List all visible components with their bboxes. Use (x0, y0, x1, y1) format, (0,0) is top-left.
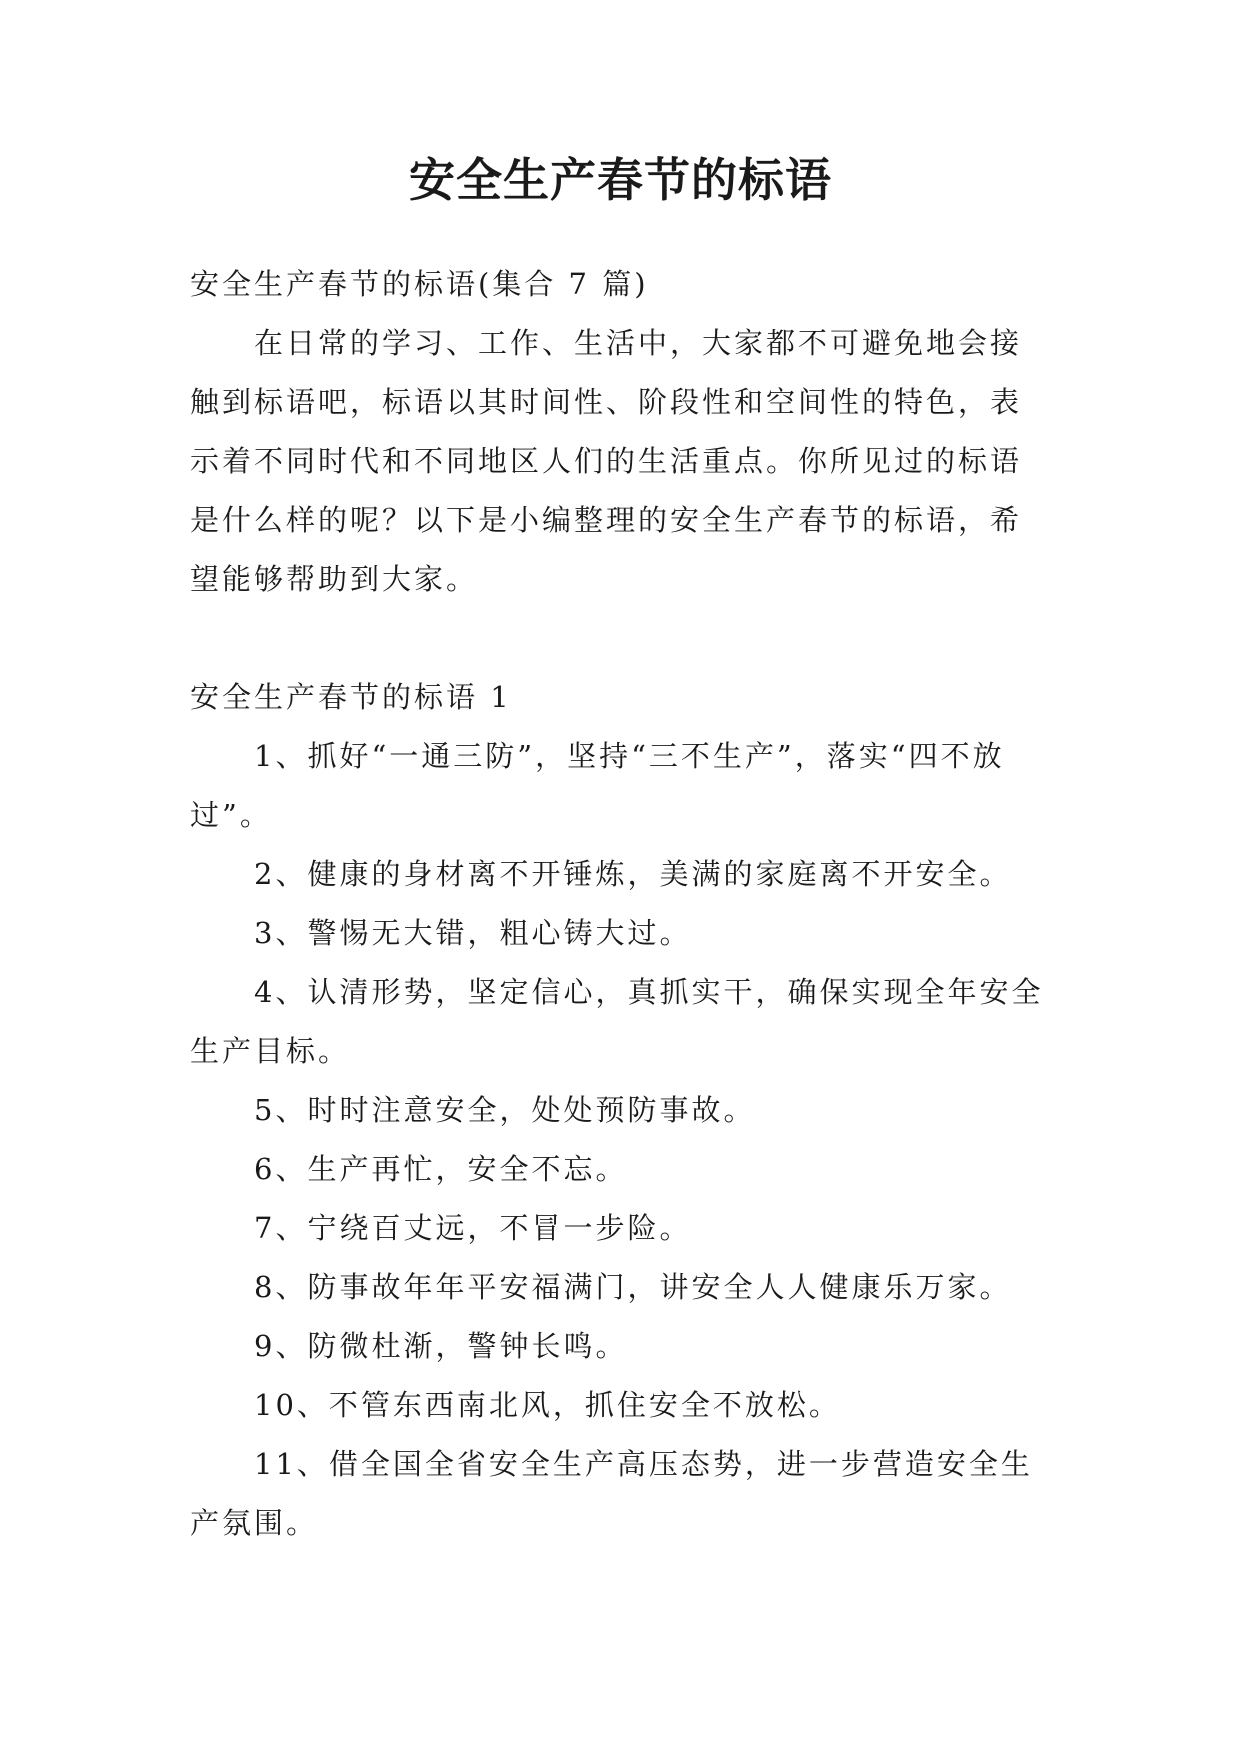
slogan-item-7: 7、宁绕百丈远，不冒一步险。 (254, 1211, 692, 1245)
slogan-item-9: 9、防微杜渐，警钟长鸣。 (254, 1329, 628, 1363)
slogan-item-1: 1、抓好“一通三防”，坚持“三不生产”，落实“四不放过”。 (190, 739, 1005, 832)
document-body (190, 255, 1050, 1553)
slogan-item-5: 5、时时注意安全，处处预防事故。 (254, 1093, 756, 1127)
slogan-item-3: 3、警惕无大错，粗心铸大过。 (254, 916, 692, 950)
slogan-item-10: 10、不管东西南北风，抓住安全不放松。 (254, 1388, 841, 1422)
paragraph-gap (190, 609, 1050, 668)
section-heading: 安全生产春节的标语 1 (190, 680, 512, 714)
intro-paragraph: 在日常的学习、工作、生活中，大家都不可避免地会接触到标语吧，标语以其时间性、阶段性和空间性的特色，表示着不同时代和不同地区人们的生活重点。你所见过的标语是什么样的呢？以下是小编整理的安全生产春节的标语，希望能够帮助到大家。 (190, 326, 1023, 596)
slogan-item-6: 6、生产再忙，安全不忘。 (254, 1152, 628, 1186)
slogan-item-8: 8、防事故年年平安福满门，讲安全人人健康乐万家。 (254, 1270, 1012, 1304)
slogan-item-11: 11、借全国全省安全生产高压态势，进一步营造安全生产氛围。 (190, 1447, 1033, 1540)
document-subtitle: 安全生产春节的标语(集合 7 篇) (190, 267, 649, 301)
document-title: 安全生产春节的标语 (409, 153, 832, 207)
slogan-item-4: 4、认清形势，坚定信心，真抓实干，确保实现全年安全生产目标。 (190, 975, 1044, 1068)
slogan-item-2: 2、健康的身材离不开锤炼，美满的家庭离不开安全。 (254, 857, 1012, 891)
